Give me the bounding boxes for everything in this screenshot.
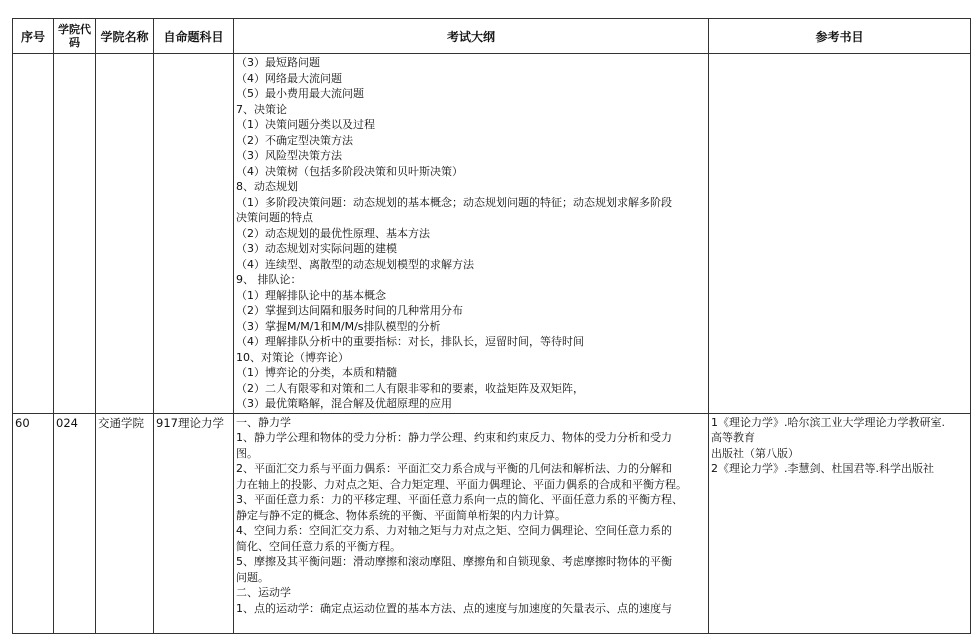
row-college-name (96, 54, 154, 414)
outline-line: 1、静力学公理和物体的受力分析：静力学公理、约束和约束反力、物体的受力分析和受力 (236, 431, 672, 444)
col-header-college-name: 学院名称 (96, 19, 154, 54)
row-subject: 917理论力学 (154, 413, 234, 633)
outline-line: 7、决策论 (236, 102, 287, 116)
row-college-code: 024 (54, 413, 96, 633)
outline-line: （2）不确定型决策方法 (236, 133, 353, 147)
col-header-outline: 考试大纲 (234, 19, 709, 54)
outline-line: 1、点的运动学：确定点运动位置的基本方法、点的速度与加速度的矢量表示、点的速度与 (236, 601, 672, 615)
outline-line: 2、平面汇交力系与平面力偶系：平面汇交力系合成与平衡的几何法和解析法、力的分解和 (236, 462, 672, 475)
outline-line: （4）连续型、离散型的动态规划模型的求解方法 (236, 257, 474, 271)
table-row (13, 54, 971, 414)
reference-line: 2《理论力学》.李慧剑、杜国君等.科学出版社 (711, 462, 934, 475)
outline-line: （2）掌握到达间隔和服务时间的几种常用分布 (236, 304, 463, 317)
outline-line: 4、空间力系：空间汇交力系、力对轴之矩与力对点之矩、空间力偶理论、空间任意力系的 (236, 524, 672, 537)
col-header-college-code: 学院代码 (54, 19, 96, 54)
outline-line: 10、对策论（博弈论） (236, 350, 349, 364)
outline-line: （4）决策树（包括多阶段决策和贝叶斯决策） (236, 164, 463, 178)
outline-line: （3）最短路问题 (236, 56, 320, 69)
reference-line: 1《理论力学》.哈尔滨工业大学理论力学教研室. (711, 415, 945, 429)
outline-line: 决策问题的特点 (236, 211, 313, 224)
reference-line: 出版社（第八版） (711, 446, 799, 460)
outline-line: 9、 排队论： (236, 273, 302, 286)
col-header-subject: 自命题科目 (154, 19, 234, 54)
outline-line: 5、摩擦及其平衡问题：滑动摩擦和滚动摩阻、摩擦角和自锁现象、考虑摩擦时物体的平衡 (236, 555, 672, 568)
reference-line: 高等教育 (711, 431, 755, 444)
outline-line: （1）博弈论的分类，本质和精髓 (236, 366, 397, 379)
outline-line: （3）最优策略解，混合解及优超原理的应用 (236, 397, 452, 410)
outline-line: （5）最小费用最大流问题 (236, 87, 364, 100)
outline-line: 力在轴上的投影、力对点之矩、合力矩定理、平面力偶理论、平面力偶系的合成和平衡方程。 (236, 477, 687, 491)
syllabus-sheet (12, 18, 970, 630)
outline-line: （4）网络最大流问题 (236, 71, 342, 85)
col-header-references: 参考书目 (709, 19, 971, 54)
outline-line: （1）理解排队论中的基本概念 (236, 288, 386, 302)
syllabus-table (12, 18, 971, 634)
table-row (13, 413, 971, 633)
outline-line: （3）掌握M/M/1和M/M/s排队模型的分析 (236, 319, 441, 333)
outline-line: （1）决策问题分类以及过程 (236, 118, 375, 131)
row-college-name: 交通学院 (96, 413, 154, 633)
row-index: 60 (13, 413, 54, 633)
outline-line: （4）理解排队分析中的重要指标：对长，排队长，逗留时间，等待时间 (236, 335, 584, 348)
outline-line: 简化、空间任意力系的平衡方程。 (236, 539, 401, 553)
row-index (13, 54, 54, 414)
outline-line: （2）二人有限零和对策和二人有限非零和的要素，收益矩阵及双矩阵， (236, 381, 584, 395)
outline-line: （2）动态规划的最优性原理、基本方法 (236, 226, 430, 240)
row-outline (234, 54, 709, 414)
outline-line: 一、静力学 (236, 415, 291, 429)
row-references (709, 54, 971, 414)
row-college-code (54, 54, 96, 414)
outline-line: 静定与静不定的概念、物体系统的平衡、平面简单桁架的内力计算。 (236, 508, 566, 522)
row-subject (154, 54, 234, 414)
header-row (13, 19, 971, 54)
outline-line: （1）多阶段决策问题：动态规划的基本概念；动态规划问题的特征；动态规划求解多阶段 (236, 195, 672, 209)
col-header-index: 序号 (13, 19, 54, 54)
outline-line: 图。 (236, 446, 258, 460)
row-outline (234, 413, 709, 633)
outline-line: （3）动态规划对实际问题的建模 (236, 242, 397, 255)
outline-line: 3、平面任意力系：力的平移定理、平面任意力系向一点的简化、平面任意力系的平衡方程、 (236, 493, 683, 506)
row-references (709, 413, 971, 633)
outline-line: 8、动态规划 (236, 180, 298, 193)
outline-line: 二、运动学 (236, 586, 291, 599)
outline-line: （3）风险型决策方法 (236, 149, 342, 162)
outline-line: 问题。 (236, 570, 269, 584)
